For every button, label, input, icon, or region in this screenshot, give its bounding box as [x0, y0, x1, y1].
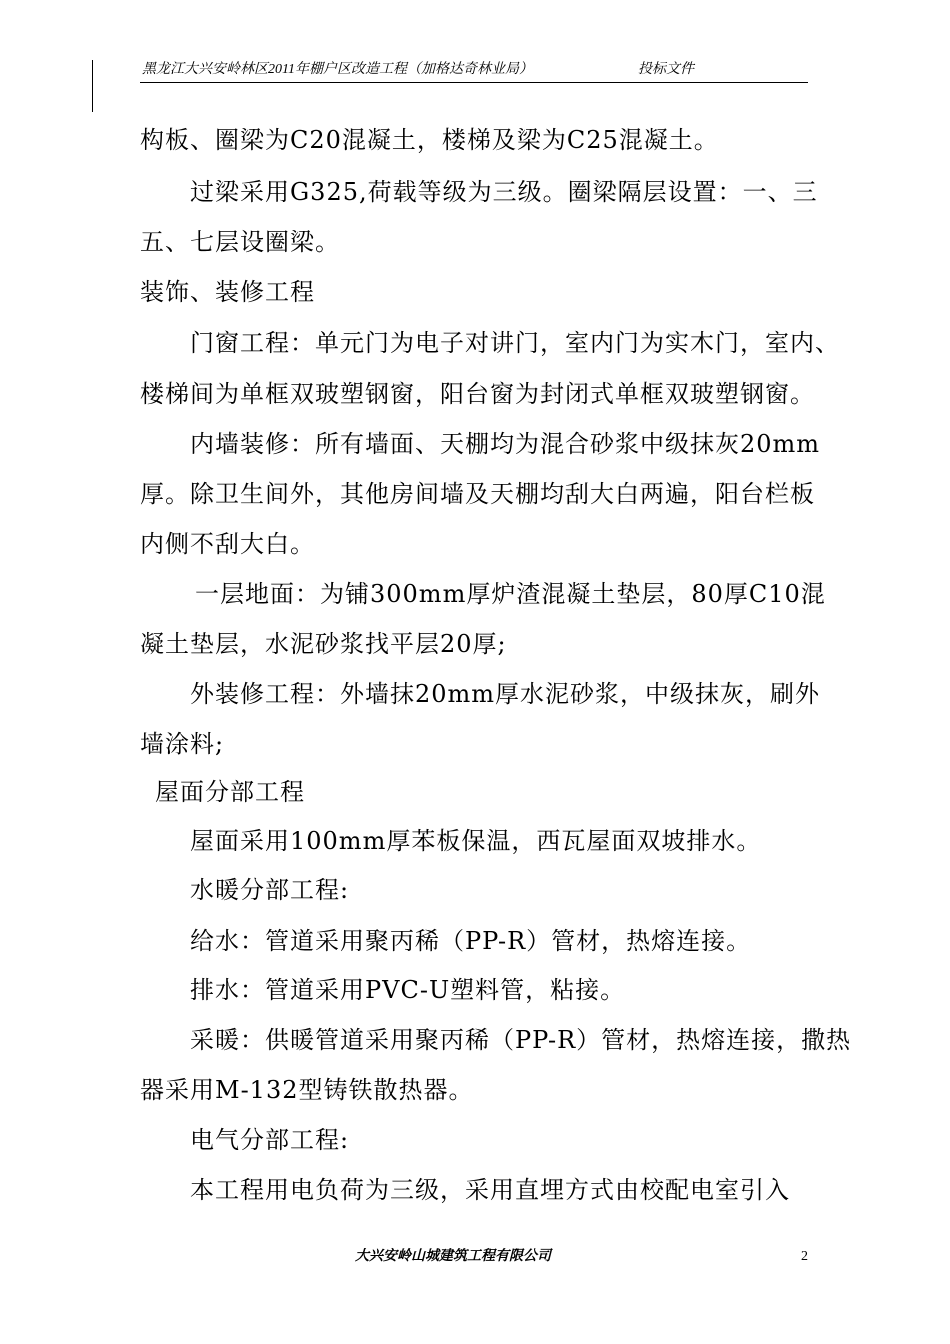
body-line: 给水：管道采用聚丙稀（PP-R）管材，热熔连接。 [190, 927, 752, 955]
page-footer [0, 1245, 950, 1269]
body-line: 屋面采用100mm厚苯板保温，西瓦屋面双坡排水。 [190, 827, 762, 855]
header-doc-type: 投标文件 [638, 62, 694, 77]
body-line: 构板、圈梁为C20混凝土，楼梯及梁为C25混凝土。 [140, 126, 719, 154]
section-heading: 电气分部工程: [190, 1126, 350, 1154]
body-line: 过梁采用G325,荷载等级为三级。圈梁隔层设置：一、三 [190, 178, 818, 206]
section-heading: 装饰、装修工程 [140, 278, 315, 306]
body-line: 器采用M-132型铸铁散热器。 [140, 1076, 474, 1104]
section-heading: 屋面分部工程 [155, 778, 305, 806]
header-title: 黑龙江大兴安岭林区2011年棚户区改造工程（加格达奇林业局） [142, 62, 533, 77]
page-header [140, 58, 808, 83]
body-line: 采暖：供暖管道采用聚丙稀（PP-R）管材，热熔连接，撒热 [190, 1026, 852, 1054]
margin-mark [92, 60, 93, 112]
body-line: 凝土垫层，水泥砂浆找平层20厚; [140, 630, 507, 658]
body-line: 墙涂料; [140, 730, 225, 758]
body-line: 五、七层设圈梁。 [140, 228, 340, 256]
footer-company: 大兴安岭山城建筑工程有限公司 [355, 1249, 551, 1264]
body-line: 一层地面：为铺300mm厚炉渣混凝土垫层，80厚C10混 [195, 580, 826, 608]
body-line: 外装修工程：外墙抹20mm厚水泥砂浆，中级抹灰，刷外 [190, 680, 821, 708]
body-line: 门窗工程：单元门为电子对讲门，室内门为实木门，室内、 [190, 329, 840, 357]
section-heading: 水暖分部工程: [190, 876, 350, 904]
body-line: 内侧不刮大白。 [140, 530, 315, 558]
body-line: 内墙装修：所有墙面、天棚均为混合砂浆中级抹灰20mm [190, 430, 821, 458]
body-line: 厚。除卫生间外，其他房间墙及天棚均刮大白两遍，阳台栏板 [140, 480, 815, 508]
body-line: 本工程用电负荷为三级，采用直埋方式由校配电室引入 [190, 1176, 790, 1204]
body-line: 排水：管道采用PVC-U塑料管，粘接。 [190, 976, 626, 1004]
body-line: 楼梯间为单框双玻塑钢窗，阳台窗为封闭式单框双玻塑钢窗。 [140, 380, 815, 408]
page-number: 2 [801, 1249, 808, 1264]
